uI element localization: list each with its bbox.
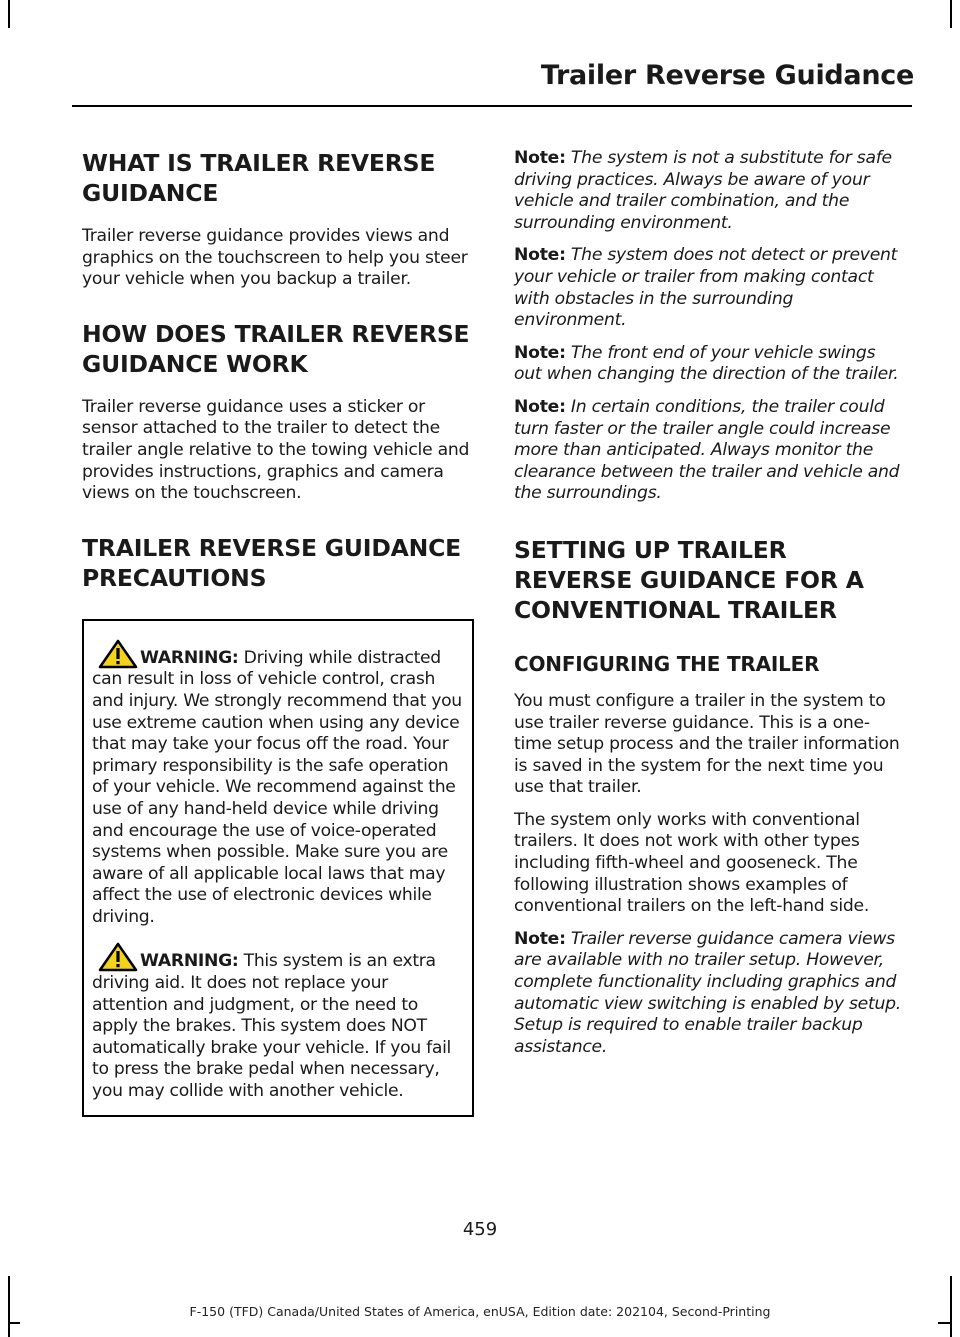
section-heading-setting-up: SETTING UP TRAILER REVERSE GUIDANCE FOR A CONVENTIONAL TRAILER [514, 535, 864, 624]
warning-driving-aid [92, 942, 464, 1102]
section-heading-precautions: TRAILER REVERSE GUIDANCE PRECAUTIONS [82, 533, 461, 592]
note-label: Note: [514, 148, 566, 168]
warning-triangle-icon [98, 942, 138, 972]
crop-mark-top-right-v [950, 0, 952, 28]
warning-box [82, 619, 474, 1117]
subsection-body-configuring-2: The system only works with conventional trailers. It does not work with other types including fifth-wheel and gooseneck. The following illustration shows examples of conventional trailers on the left-hand side. [514, 809, 870, 917]
warning-distraction [92, 639, 464, 929]
section-heading-what-is: WHAT IS TRAILER REVERSE GUIDANCE [82, 149, 436, 207]
section-heading-how-works: HOW DOES TRAILER REVERSE GUIDANCE WORK [82, 319, 470, 378]
section-body-what-is: Trailer reverse guidance provides views and graphics on the touchscreen to help you steer your vehicle when you backup a trailer. [82, 226, 468, 290]
warning-label: WARNING: [140, 647, 239, 668]
warning-triangle-icon [98, 639, 138, 669]
note-item [514, 148, 906, 234]
note-item-setup [514, 929, 906, 1059]
note-text: The system does not detect or prevent your vehicle or trailer from making contact with obstacles in the surrounding environment. [514, 245, 898, 331]
note-item [514, 397, 906, 505]
note-text: The front end of your vehicle swings out when changing the direction of the trailer. [514, 342, 899, 385]
subsection-body-configuring-1: You must configure a trailer in the system to use trailer reverse guidance. This is a one-time setup process and the trailer information is saved in the system for the next time you use that trailer. [514, 690, 900, 798]
subsection-heading-configuring: CONFIGURING THE TRAILER [514, 651, 820, 676]
section-body-how-works: Trailer reverse guidance uses a sticker or sensor attached to the trailer to detect the trailer angle relative to the towing vehicle and provides instructions, graphics and camera views on the touchscreen. [82, 396, 470, 504]
crop-mark-top-left-v [8, 0, 10, 28]
note-text: Trailer reverse guidance camera views are available with no trailer setup. However, complete functionality including graphics and automatic view switching is enabled by setup. Setup is required to enable trailer backup assistance. [514, 928, 901, 1057]
note-text: In certain conditions, the trailer could turn faster or the trailer angle could increase more than anticipated. Always monitor the clearance between the trailer and vehicle and the surroundings. [514, 396, 900, 504]
note-text: The system is not a substitute for safe driving practices. Always be aware of your vehicle and trailer combination, and the surrounding environment. [514, 148, 892, 233]
note-label: Note: [514, 245, 566, 266]
note-item [514, 343, 906, 386]
crop-mark-bottom-left-h [8, 1322, 20, 1324]
note-label: Note: [514, 396, 566, 417]
crop-mark-bottom-right-h [938, 1322, 952, 1324]
header-rule [72, 105, 912, 107]
page-number: 459 [462, 1219, 498, 1240]
edition-footer: F-150 (TFD) Canada/United States of America, enUSA, Edition date: 202104, Second-Printing [189, 1304, 771, 1319]
left-column [82, 148, 474, 1117]
note-label: Note: [514, 342, 566, 363]
right-column [514, 148, 906, 1069]
warning-text: Driving while distracted can result in loss of vehicle control, crash and injury. We strongly recommend that you use extreme caution when using any device that may take your focus off the road. Your primary responsibility is the safe operation of your vehicle. We recommend against the use of any hand-held device while driving and encourage the use of voice-operated systems when possible. Make sure you are aware of all applicable local laws that may affect the use of electronic devices while driving. [92, 647, 462, 927]
note-item [514, 245, 906, 331]
note-label: Note: [514, 928, 566, 949]
page-header-title: Trailer Reverse Guidance [540, 60, 914, 91]
warning-label: WARNING: [140, 951, 239, 972]
warning-text: This system is an extra driving aid. It does not replace your attention and judgment, or the need to apply the brakes. This system does NOT automatically brake your vehicle. If you fail to press the brake pedal when necessary, you may collide with another vehicle. [92, 951, 452, 1102]
